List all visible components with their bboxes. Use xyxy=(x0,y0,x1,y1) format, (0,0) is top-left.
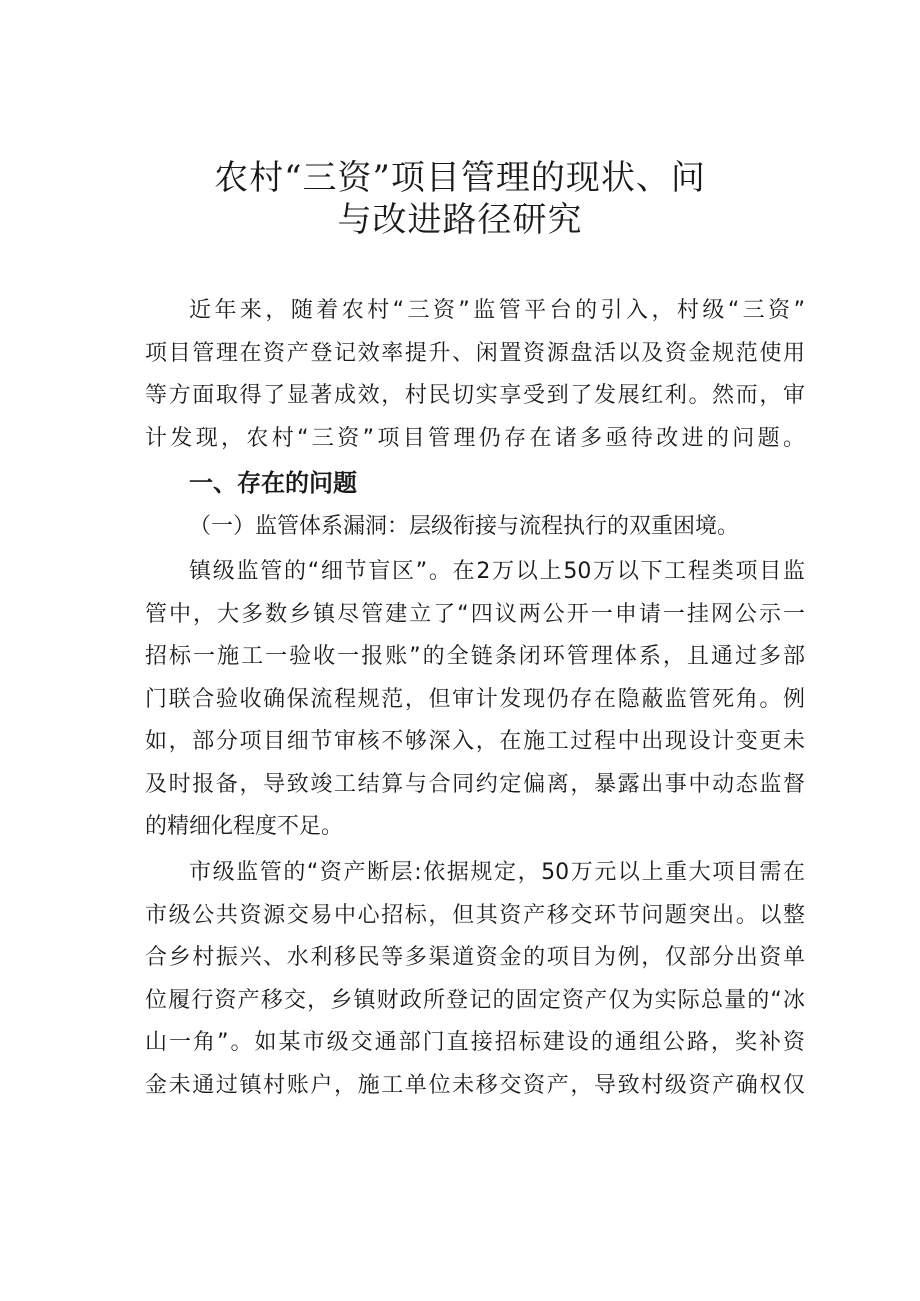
paragraph-line: 门联合验收确保流程规范，但审计发现仍存在隐蔽监管死角。例 xyxy=(145,686,805,712)
paragraph-line: 合乡村振兴、水利移民等多渠道资金的项目为例，仅部分出资单 xyxy=(145,945,805,970)
document-title-line-1: 农村“三资”项目管理的现状、问 xyxy=(214,158,706,198)
paragraph-line: 如，部分项目细节审核不够深入，在施工过程中出现设计变更未 xyxy=(145,729,805,754)
paragraph-line: 项目管理在资产登记效率提升、闲置资源盘活以及资金规范使用 xyxy=(145,340,805,366)
paragraph-line: 的精细化程度不足。 xyxy=(145,814,344,839)
paragraph-line: 市级公共资源交易中心招标，但其资产移交环节问题突出。以整 xyxy=(145,902,805,928)
paragraph-line: 近年来，随着农村“三资”监管平台的引入，村级“三资” xyxy=(189,298,805,323)
paragraph-town-supervision xyxy=(145,551,805,849)
paragraph-line: 市级监管的“资产断层:依据规定，50万元以上重大项目需在 xyxy=(189,860,805,885)
paragraph-line: 镇级监管的“细节盲区”。在2万以上50万以下工程类项目监 xyxy=(189,559,805,584)
paragraph-line: 及时报备，导致竣工结算与合同约定偏离，暴露出事中动态监督 xyxy=(145,771,805,797)
intro-paragraph xyxy=(145,290,805,460)
document-title-line-2: 与改进路径研究 xyxy=(337,200,583,240)
subsection-heading: （一）监管体系漏洞：层级衔接与流程执行的双重困境。 xyxy=(189,514,740,539)
paragraph-line: 山一角”。如某市级交通部门直接招标建设的通组公路，奖补资 xyxy=(145,1030,805,1055)
paragraph-line: 招标一施工一验收一报账”的全链条闭环管理体系，且通过多部 xyxy=(145,644,805,669)
paragraph-line: 等方面取得了显著成效，村民切实享受到了发展红利。然而，审 xyxy=(145,383,805,408)
paragraph-line: 位履行资产移交，乡镇财政所登记的固定资产仅为实际总量的“冰 xyxy=(145,987,805,1013)
section-heading: 一、存在的问题 xyxy=(189,469,357,497)
paragraph-line: 金未通过镇村账户，施工单位未移交资产，导致村级资产确权仅 xyxy=(145,1072,805,1098)
paragraph-line: 管中，大多数乡镇尽管建立了“四议两公开一申请一挂网公示一 xyxy=(145,601,805,627)
paragraph-city-supervision xyxy=(145,852,805,1107)
paragraph-line: 计发现，农村“三资”项目管理仍存在诸多亟待改进的问题。 xyxy=(145,425,805,451)
